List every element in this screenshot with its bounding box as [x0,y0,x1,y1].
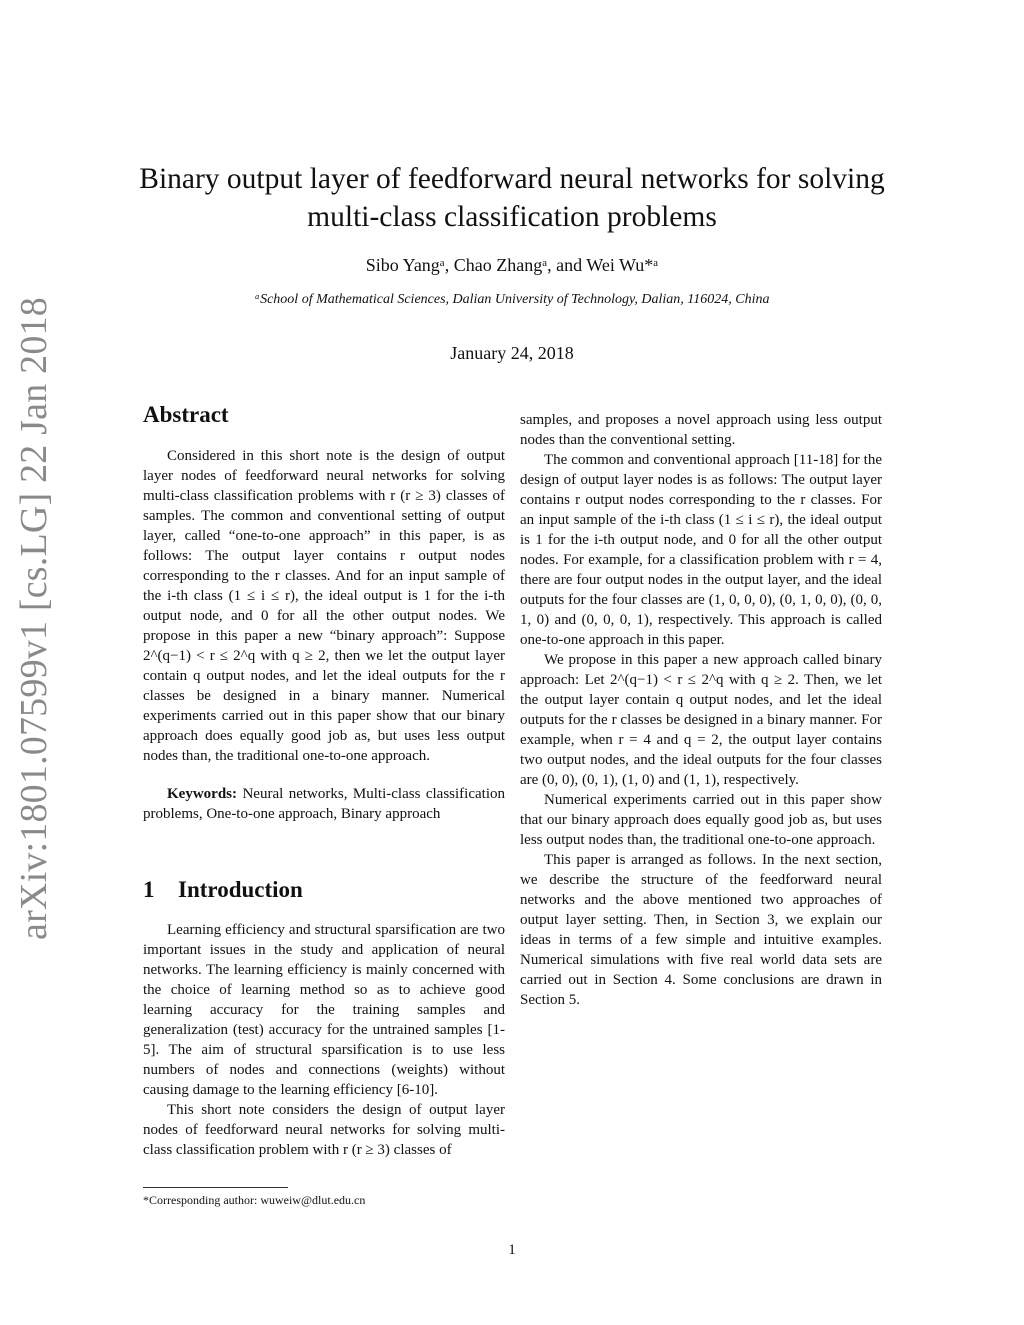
footnote-rule [143,1187,288,1188]
right-column [520,410,882,1010]
abstract-section [143,446,505,824]
keywords [143,784,505,824]
title-line-2: multi-class classification problems [307,201,717,233]
right-paragraph: Numerical experiments carried out in this paper show that our binary approach does equally good job as, but uses less output nodes than, the traditional one-to-one approach. [520,792,882,848]
arxiv-stamp: arXiv:1801.07599v1 [cs.LG] 22 Jan 2018 [13,297,55,940]
right-paragraph: samples, and proposes a novel approach using less output nodes than the conventional setting. [520,412,882,448]
title-line-1: Binary output layer of feedforward neural networks for solving [139,163,885,195]
intro-left-column [143,920,505,1160]
abstract-heading: Abstract [143,402,229,427]
page-number: 1 [508,1242,516,1258]
intro-heading [143,877,303,903]
abstract-body: Considered in this short note is the design of output layer nodes of feedforward neural networks for solving multi-class classification problems with r (r ≥ 3) classes of samples. The common and conventional setting of output layer, called “one-to-one approach” in this paper, is as follows: The output layer contains r output nodes corresponding to the r classes. And for an input sample of the i-th class (1 ≤ i ≤ r), the ideal output is 1 for the i-th output node, and 0 for all the other output nodes. We propose in this paper a new “binary approach”: Suppose 2^(q−1) < r ≤ 2^q with q ≥ 2, then we let the output layer contain q output nodes, and let the ideal outputs for the r classes be designed in a binary manner. Numerical experiments carried out in this paper show that our binary approach does equally good job as, but uses less output nodes than, the traditional one-to-one approach. [143,448,505,764]
section-title: Introduction [178,877,303,902]
keywords-text: Neural networks, Multi-class classification problems, One-to-one approach, Binary approach [143,786,505,822]
date: January 24, 2018 [450,343,574,363]
keywords-label: Keywords: [167,786,237,802]
authors: Sibo Yangᵃ, Chao Zhangᵃ, and Wei Wu*ᵃ [365,255,659,275]
paper-title [120,160,904,236]
right-paragraph: The common and conventional approach [11-18] for the design of output layer nodes is as follows: The output layer contains r output nodes corresponding to the r classes. For an input sample of the i-th class (1 ≤ i ≤ r), the ideal output is 1 for the i-th output node, and 0 for all the other output nodes. For example, for a classification problem with r = 4, there are four output nodes in the output layer, and the ideal outputs for the four classes are (1, 0, 0, 0), (0, 1, 0, 0), (0, 0, 1, 0) and (0, 0, 0, 1), respectively. This approach is called one-to-one approach in this paper. [520,452,882,648]
footnote: *Corresponding author: wuweiw@dlut.edu.cn [143,1193,366,1207]
intro-paragraph: Learning efficiency and structural sparsification are two important issues in the study and application of neural networks. The learning efficiency is mainly concerned with the choice of learning method so as to achieve good learning accuracy for the training samples and generalization (test) accuracy for the untrained samples [1-5]. The aim of structural sparsification is to use less numbers of nodes and connections (weights) without causing damage to the learning efficiency [6-10]. [143,922,505,1098]
right-paragraph: We propose in this paper a new approach called binary approach: Let 2^(q−1) < r ≤ 2^q with q ≥ 2. Then, we let the output layer contain q output nodes, and let the ideal outputs for the r classes be designed in a binary manner. For example, when r = 4 and q = 2, the output layer contains two output nodes, and the ideal outputs for the four classes are (0, 0), (0, 1), (1, 0) and (1, 1), respectively. [520,652,882,788]
intro-paragraph: This short note considers the design of output layer nodes of feedforward neural networks for solving multi-class classification problem with r (r ≥ 3) classes of [143,1102,505,1158]
affiliation: ᵃSchool of Mathematical Sciences, Dalian University of Technology, Dalian, 116024, China [254,292,770,307]
section-number: 1 [143,877,155,902]
right-paragraph: This paper is arranged as follows. In the next section, we describe the structure of the feedforward neural networks and the above mentioned two approaches of output layer setting. Then, in Section 3, we explain our ideas in terms of a few simple and intuitive examples. Numerical simulations with five real world data sets are carried out in Section 4. Some conclusions are drawn in Section 5. [520,852,882,1008]
